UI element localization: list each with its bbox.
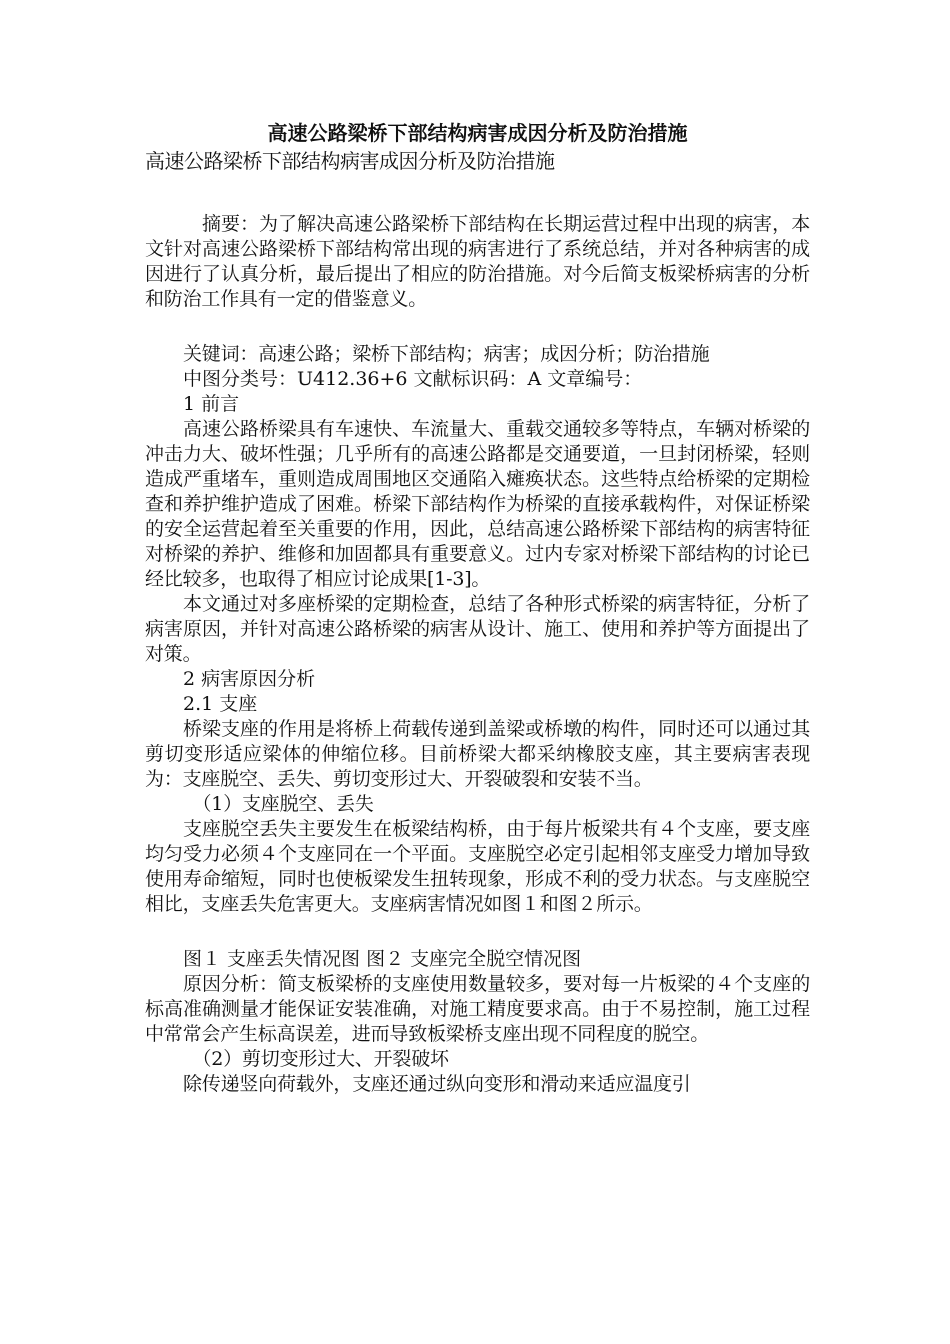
item-2-paragraph-1: 除传递竖向荷载外，支座还通过纵向变形和滑动来适应温度引: [183, 1073, 691, 1095]
item-2-heading: （2）剪切变形过大、开裂破坏: [192, 1048, 449, 1070]
spacer: [145, 312, 810, 342]
spacer: [145, 917, 810, 947]
figure-caption: 图１ 支座丢失情况图 图２ 支座完全脱空情况图: [183, 948, 582, 970]
classification-line: 中图分类号：U412.36+6 文献标识码：A 文章编号：: [183, 368, 643, 390]
section-2-1-heading: 2.1 支座: [183, 693, 258, 715]
section-1-paragraph-2: 本文通过对多座桥梁的定期检查，总结了各种形式桥梁的病害特征，分析了病害原因，并针对高速公路桥梁的病害从设计、施工、使用和养护等方面提出了对策。: [145, 593, 810, 665]
section-2-1-paragraph: 桥梁支座的作用是将桥上荷载传递到盖梁或桥墩的构件，同时还可以通过其剪切变形适应梁体的伸缩位移。目前桥梁大都采纳橡胶支座，其主要病害表现为：支座脱空、丢失、剪切变形过大、开裂破裂和安装不当。: [145, 718, 810, 790]
abstract-paragraph: 摘要：为了解决高速公路梁桥下部结构在长期运营过程中出现的病害，本文针对高速公路梁桥下部结构常出现的病害进行了系统总结，并对各种病害的成因进行了认真分析，最后提出了相应的防治措施。对今后简支板梁桥病害的分析和防治工作具有一定的借鉴意义。: [145, 213, 810, 310]
document-title: 高速公路梁桥下部结构病害成因分析及防治措施: [267, 121, 688, 145]
item-1-paragraph-2: 原因分析：简支板梁桥的支座使用数量较多，要对每一片板梁的４个支座的标高准确测量才能保证安装准确，对施工精度要求高。由于不易控制，施工过程中常常会产生标高误差，进而导致板梁桥支座出现不同程度的脱空。: [145, 973, 810, 1045]
item-1-heading: （1）支座脱空、丢失: [192, 793, 374, 815]
document-page: [145, 120, 810, 1097]
keywords-paragraph: 关键词：高速公路；梁桥下部结构；病害；成因分析；防治措施: [183, 343, 710, 365]
section-1-heading: 1 前言: [183, 393, 240, 415]
spacer: [145, 176, 810, 212]
document-subtitle: 高速公路梁桥下部结构病害成因分析及防治措施: [145, 149, 555, 173]
item-1-paragraph-1: 支座脱空丢失主要发生在板梁结构桥，由于每片板梁共有４个支座，要支座均匀受力必须４个支座同在一个平面。支座脱空必定引起相邻支座受力增加导致使用寿命缩短，同时也使板梁发生扭转现象，形成不利的受力状态。与支座脱空相比，支座丢失危害更大。支座病害情况如图１和图２所示。: [145, 818, 810, 915]
section-1-paragraph-1: 高速公路桥梁具有车速快、车流量大、重载交通较多等特点，车辆对桥梁的冲击力大、破坏性强；几乎所有的高速公路都是交通要道，一旦封闭桥梁，轻则造成严重堵车，重则造成周围地区交通陷入瘫痪状态。这些特点给桥梁的定期检查和养护维护造成了困难。桥梁下部结构作为桥梁的直接承载构件，对保证桥梁的安全运营起着至关重要的作用，因此，总结高速公路桥梁下部结构的病害特征对桥梁的养护、维修和加固都具有重要意义。过内专家对桥梁下部结构的讨论已经比较多，也取得了相应讨论成果[1-3]。: [145, 418, 810, 590]
section-2-heading: 2 病害原因分析: [183, 668, 316, 690]
